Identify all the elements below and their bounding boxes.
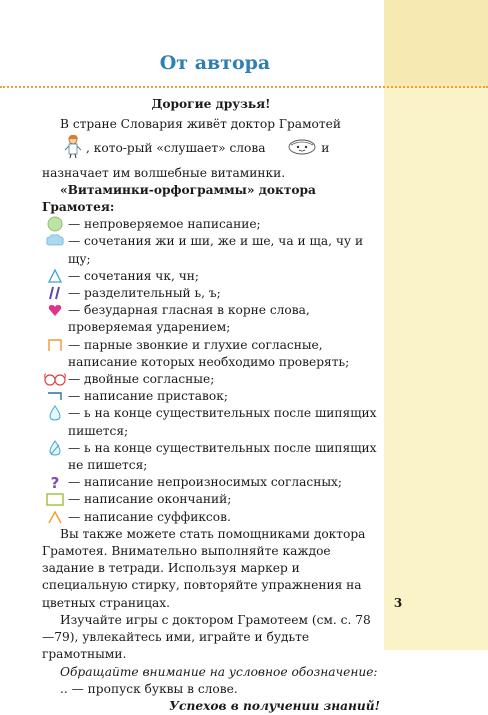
legend-item xyxy=(42,405,380,439)
legend-text: — двойные согласные; xyxy=(68,372,215,387)
legend-item xyxy=(42,233,380,267)
closing-line: Успехов в получении знаний! xyxy=(169,698,380,713)
doctor-gramotey-icon xyxy=(42,133,86,164)
top-corner-tab xyxy=(384,0,488,88)
legend-item xyxy=(42,268,380,285)
legend-text: — сочетания чк, чн; xyxy=(68,268,200,283)
legend-item xyxy=(42,388,380,405)
green-circle-icon xyxy=(42,216,68,232)
side-color-strip xyxy=(384,0,488,650)
legend-item xyxy=(42,371,380,388)
legend-text: — безударная гласная в корне слова, проверяемая ударением; xyxy=(68,303,310,335)
legend-text: — парные звонкие и глухие согласные, написание которых необходимо проверять; xyxy=(68,337,350,369)
intro-text-1: В стране Словария живёт доктор Грамотей xyxy=(60,117,341,132)
notation-line: .. — пропуск буквы в слове. xyxy=(60,681,238,696)
question-mark-icon xyxy=(42,474,68,490)
blue-triangle-icon xyxy=(42,268,68,284)
legend-text: — написание непроизносимых согласных; xyxy=(68,475,343,490)
svg-text:?: ? xyxy=(50,474,60,491)
legend-item xyxy=(42,474,380,491)
ending-box-icon xyxy=(42,491,68,507)
legend-item xyxy=(42,440,380,474)
page-content xyxy=(42,96,380,715)
intro-text-2: , кото-рый «слушает» слова xyxy=(86,141,266,156)
legend-item xyxy=(42,302,380,336)
legend-item xyxy=(42,285,380,302)
suffix-mark-icon xyxy=(42,509,68,525)
legend-item xyxy=(42,337,380,371)
legend-text: — разделительный ь, ъ; xyxy=(68,286,221,301)
notation-heading: Обращайте внимание на условное обозначение: xyxy=(60,664,378,679)
double-slash-icon xyxy=(42,285,68,301)
legend-text: — непроверяемое написание; xyxy=(68,217,261,232)
legend-item xyxy=(42,491,380,508)
legend-text: — написание суффиксов. xyxy=(68,509,231,524)
helpers-paragraph: Вы также можете стать помощниками доктора Грамотея. Внимательно выполняйте каждое задание в тетради. Используя маркер и специальную стирку, повторяйте упражнения на цветных страницах. xyxy=(42,526,366,610)
intro-paragraph xyxy=(42,116,380,182)
vitamins-heading: «Витаминки-орфограммы» доктора Грамотея: xyxy=(42,182,316,215)
legend-text: — ь на конце существительных после шипящих пишется; xyxy=(68,406,377,438)
dotted-divider xyxy=(0,86,488,88)
legend-text: — ь на конце существительных после шипящих не пишется; xyxy=(68,440,377,473)
legend-text: — написание окончаний; xyxy=(68,492,232,507)
legend-list xyxy=(42,216,380,526)
games-paragraph: Изучайте игры с доктором Грамотеем (см. с. 78—79), увлекайтесь ими, играйте и будьте грамотными. xyxy=(42,612,371,662)
blue-cloud-icon xyxy=(42,233,68,249)
legend-text: — сочетания жи и ши, же и ше, ча и ща, чу и щу; xyxy=(68,234,364,266)
orange-bracket-icon xyxy=(42,337,68,353)
glasses-icon xyxy=(42,371,68,387)
crossed-drop-icon xyxy=(42,440,68,456)
page-number: 3 xyxy=(393,596,403,610)
word-patient-icon xyxy=(269,136,317,161)
legend-text: — написание приставок; xyxy=(68,389,228,404)
legend-item xyxy=(42,509,380,526)
teal-drop-icon xyxy=(42,405,68,421)
pink-heart-icon xyxy=(42,302,68,318)
greeting: Дорогие друзья! xyxy=(151,97,271,111)
page-title: От автора xyxy=(159,52,271,74)
intro-text-3: и назначает им волшебные витаминки. xyxy=(42,141,330,180)
prefix-mark-icon xyxy=(42,388,68,404)
legend-item xyxy=(42,216,380,233)
